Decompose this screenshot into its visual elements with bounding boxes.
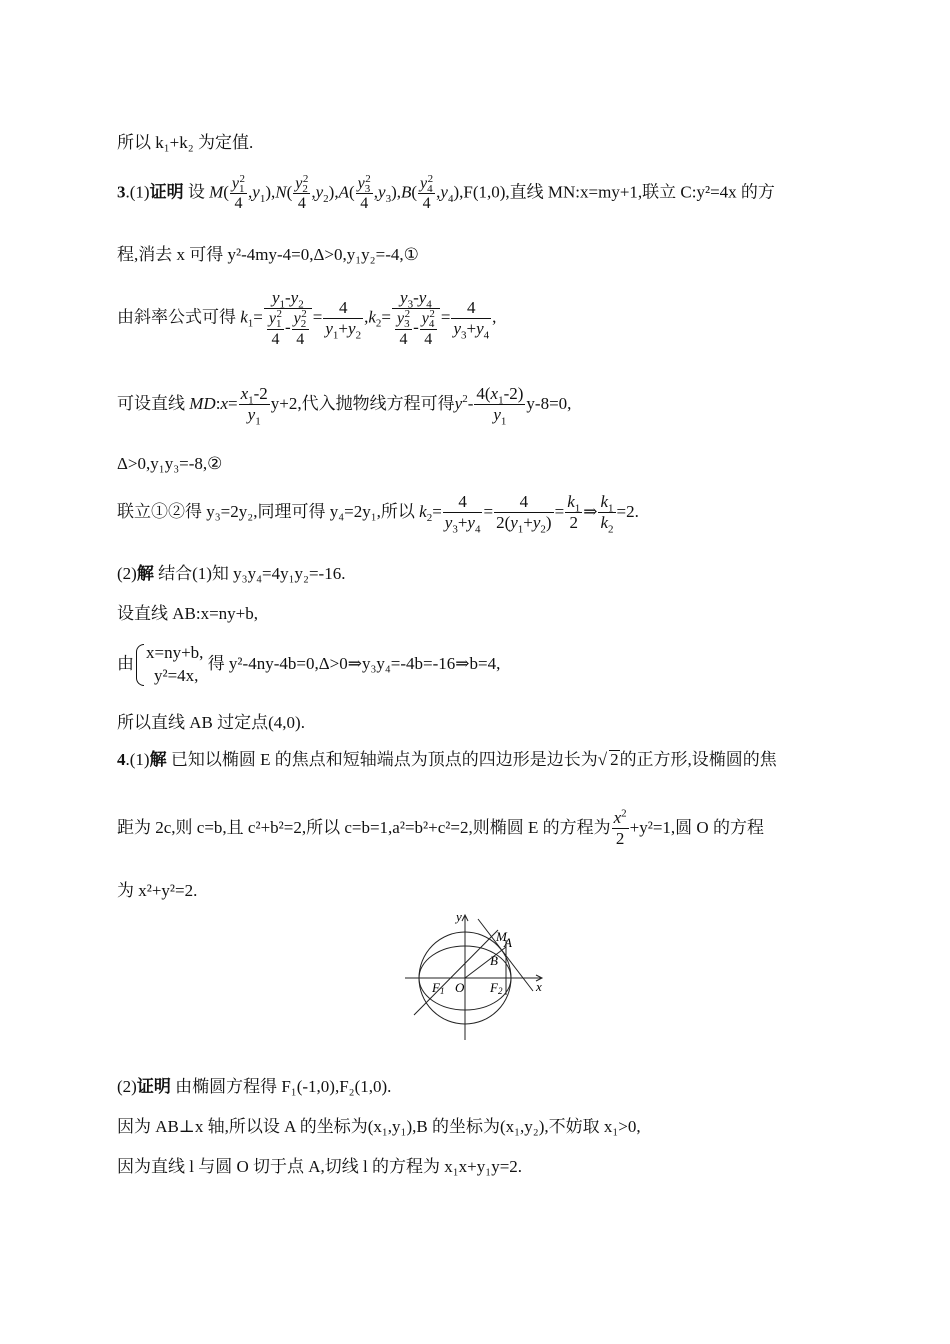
line-md-equation: 可设直线 MD:x= $\frac{x_1-2}{y_1}$ y+2,代入抛物线方程可得$y^2-$ $\frac{4(x_1-2)}{y_1}$ y-8=0, [117,384,572,428]
md-mid: y+2,代入抛物线方程可得 [270,393,455,413]
ellipse-derivation: 距为 2c,则 c=b,且 c²+b²=2,所以 c=b=1,a²=b²+c²=2,则椭圆 E 的方程为 [117,817,611,837]
problem-4-line-6: 因为直线 l 与圆 O 切于点 A,切线 l 的方程为 x₁x+y₁y=2. [117,1157,523,1176]
point-label-m: M [496,929,507,944]
ellipse-intro-tail: 的正方形,设椭圆的焦 [619,750,777,769]
point-label-f1: F1 [432,980,445,996]
system-tail: 得 y²-4ny-4b=0,Δ>0⇒y₃y₄=-4b=-16⇒b=4, [207,653,501,673]
problem-3-line-5: Δ>0,y₁y₃=-8,② [117,454,223,473]
system-intro: 由 [117,653,134,673]
point-label-f2: F2 [490,980,503,996]
line-ab-setup: 设直线 AB:x=ny+b, [117,604,259,623]
system-eq-1: x=ny+b, [146,643,204,662]
ellipse-equation-line: 距为 2c,则 c=b,且 c²+b²=2,所以 c=b=1,a²=b²+c²=2,则椭圆 E 的方程为 $\frac{x^2}{2}$ +y²=1,圆 O 的方程 [117,807,764,849]
intro-text: 设 [187,182,205,202]
ellipse-intro: 已知以椭圆 E 的焦点和短轴端点为顶点的四边形是边长为 [170,750,598,769]
problem-4-line-1: 4.(1)解 已知以椭圆 E 的焦点和短轴端点为顶点的四边形是边长为√ 2的正方形,设椭圆的焦 [117,750,777,769]
part-label: (2) [117,564,137,583]
problem-3-line-2: 程,消去 x 可得 y²-4my-4=0,Δ>0,y₁y₂=-4,① [117,245,419,264]
circle-equation: 为 x²+y²=2. [117,881,198,900]
md-intro: 可设直线 [117,393,185,413]
problem-number: 4 [117,750,126,769]
foci-text: 由椭圆方程得 F₁(-1,0),F₂(1,0). [175,1077,392,1096]
axis-label-y: y [456,909,462,924]
ratio-intro: 联立①②得 y₃=2y₂,同理可得 y₄=2y₁,所以 [117,501,415,521]
problem-number: 3 [117,182,126,202]
problem-3-line-1: 3.(1)证明 设 M( $\frac{y_1^2}{4}$ $,y_1),N$( $\frac{y_2^2}{4}$ $,y_2),A$( $\frac{y_3^2}{4}$ $,y_3),B$( $\frac{y_4^2}{4}$ $,y_4),F(1,0)$,直线 MN:x=my+1,联立 C:y²=4x 的方 [117,172,775,213]
problem-4-line-5: 因为 AB⊥x 轴,所以设 A 的坐标为(x₁,y₁),B 的坐标为(x₁,y₂),不妨取 x₁>0, [117,1117,641,1136]
ratio-tail: =2. [616,501,639,521]
part-label: (1) [129,750,150,769]
slope-formula-line: 由斜率公式可得 $k_1=$ $y_1-y_2$ $\frac{y_1^2}{4}$ - $\frac{y_2^2}{4}$ = $\frac{4}{y_1+y_2}$ $,k_2=$ $y_3-y_4$ $\frac{y_3^2}{4}$ - $\frac{y_4^2}{4}$ = $\frac{4}{y_3+y_4}$ , [117,288,497,348]
statement-constant-sum: 所以 k₁+k₂ 为定值. [117,133,254,152]
solution-label: 解 [136,564,154,583]
point-label-b: B [490,953,498,968]
problem-3-part-2 [117,565,345,582]
proof-label: 证明 [136,1077,171,1096]
axis-label-x: x [536,979,542,994]
fixed-point-conclusion: 所以直线 AB 过定点(4,0). [117,713,305,732]
slope-intro: 由斜率公式可得 [117,307,236,327]
proof-label: 证明 [149,182,184,202]
part-label: (2) [117,1077,137,1096]
line-mn-text: ,F(1,0),直线 MN:x=my+1,联立 C:y²=4x 的方 [459,182,775,202]
solution-label: 解 [149,750,167,769]
part-label: (1) [129,182,150,202]
ellipse-circle-figure [400,905,555,1045]
equation-system [134,642,203,688]
problem-4-part-2 [117,1078,391,1095]
point-label-a: A [504,935,512,950]
point-label-o: O [455,980,465,995]
system-eq-2: y²=4x, [154,665,199,685]
ellipse-equation-tail: +y²=1,圆 O 的方程 [629,817,764,837]
system-line [117,642,500,688]
ratio-line: 联立①②得 y₃=2y₂,同理可得 y₄=2y₁,所以 $k_2=$ $\frac{4}{y_3+y_4}$ = $\frac{4}{2(y_1+y_2)}$ = $\frac{k_1}{2}$ ⇒ $\frac{k_1}{k_2}$ =2. [117,492,639,536]
part-2-text: 结合(1)知 y₃y₄=4y₁y₂=-16. [158,564,346,583]
md-tail: y-8=0, [526,393,572,413]
